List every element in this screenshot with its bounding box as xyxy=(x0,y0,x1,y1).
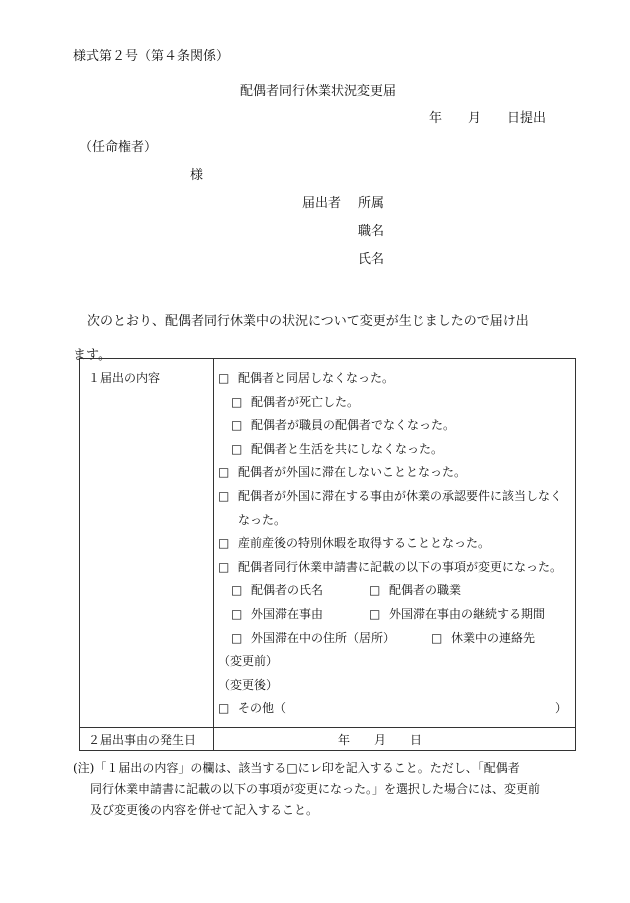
sub-options-row-3 xyxy=(218,627,567,651)
before-change-label: （変更前） xyxy=(218,654,279,669)
name-label: 氏名 xyxy=(358,252,385,267)
option-maternity-leave[interactable]: □ 産前産後の特別休暇を取得することとなった。 xyxy=(218,532,567,556)
option-not-spouse[interactable]: □ 配偶者が職員の配偶者でなくなった。 xyxy=(218,414,567,438)
other-input-area[interactable] xyxy=(286,697,555,721)
other-close: ） xyxy=(554,701,567,716)
option-spouse-name[interactable]: □ 配偶者の氏名 xyxy=(231,579,369,603)
option-abroad-address[interactable]: □ 外国滞在中の住所（居所） xyxy=(231,627,431,651)
checkbox-icon[interactable]: □ xyxy=(431,630,443,645)
checkbox-icon[interactable]: □ xyxy=(231,606,243,621)
note-line-1: (注)「１届出の内容」の欄は、該当する□にレ印を記入すること。ただし、「配偶者 xyxy=(73,761,520,775)
checkbox-icon[interactable]: □ xyxy=(369,583,381,598)
option-reason-invalid[interactable]: □ 配偶者が外国に滞在する事由が休業の承認要件に該当しなくなった。 xyxy=(218,485,567,532)
option-spouse-occupation[interactable]: □ 配偶者の職業 xyxy=(369,579,461,603)
row2-header: ２届出事由の発生日 xyxy=(80,727,214,750)
notifier-label: 届出者 xyxy=(302,196,342,211)
checkbox-icon[interactable]: □ xyxy=(218,465,230,480)
option-spouse-died[interactable]: □ 配偶者が死亡した。 xyxy=(218,391,567,415)
checkbox-icon[interactable]: □ xyxy=(231,418,243,433)
option-abroad-period[interactable]: □ 外国滞在事由の継続する期間 xyxy=(369,603,545,627)
checkbox-icon[interactable]: □ xyxy=(231,441,243,456)
option-contact-info[interactable]: □ 休業中の連絡先 xyxy=(431,627,535,651)
option-not-living-together[interactable]: □ 配偶者と生活を共にしなくなった。 xyxy=(218,438,567,462)
appointer-label: （任命権者） xyxy=(79,140,158,155)
affiliation-label: 所属 xyxy=(358,196,385,211)
other-label: その他（ xyxy=(238,701,287,716)
row1-header: １届出の内容 xyxy=(80,359,214,728)
option-abroad-reason[interactable]: □ 外国滞在事由 xyxy=(231,603,369,627)
form-number: 様式第２号（第４条関係） xyxy=(73,49,230,64)
checkbox-icon[interactable]: □ xyxy=(218,559,230,574)
note-line-3: 及び変更後の内容を併せて記入すること。 xyxy=(90,803,319,817)
submit-date: 年 月 日提出 xyxy=(429,111,547,126)
position-label: 職名 xyxy=(358,224,385,239)
sama-label: 様 xyxy=(190,168,204,183)
checkbox-icon[interactable]: □ xyxy=(218,371,230,385)
after-change-label: （変更後） xyxy=(218,677,279,692)
row1-body xyxy=(214,359,576,728)
sub-options-row-1 xyxy=(218,579,567,603)
option-no-cohabit[interactable]: □ 配偶者と同居しなくなった。 xyxy=(218,367,567,391)
option-other[interactable] xyxy=(218,697,567,721)
checkbox-icon[interactable]: □ xyxy=(218,488,230,503)
option-not-abroad[interactable]: □ 配偶者が外国に滞在しないこととなった。 xyxy=(218,461,567,485)
checkbox-icon[interactable]: □ xyxy=(231,630,243,645)
table-row-content xyxy=(80,359,576,728)
intro-line-2: ます。 xyxy=(73,348,111,363)
footnote xyxy=(73,758,573,821)
sub-options-row-2 xyxy=(218,603,567,627)
table-row-date xyxy=(80,727,576,750)
checkbox-icon[interactable]: □ xyxy=(218,536,230,551)
note-line-2: 同行休業申請書に記載の以下の事項が変更になった。」を選択した場合には、変更前 xyxy=(90,782,541,796)
checkbox-icon[interactable]: □ xyxy=(231,394,243,409)
form-title: 配偶者同行休業状況変更届 xyxy=(240,84,397,99)
checkbox-icon[interactable]: □ xyxy=(218,701,230,716)
occurrence-date-field[interactable]: 年 月 日 xyxy=(214,727,576,750)
intro-line-1: 次のとおり、配偶者同行休業中の状況について変更が生じましたので届け出 xyxy=(87,314,529,329)
notification-table xyxy=(79,358,576,751)
checkbox-icon[interactable]: □ xyxy=(369,606,381,621)
checkbox-icon[interactable]: □ xyxy=(231,583,243,598)
option-items-changed[interactable]: □ 配偶者同行休業申請書に記載の以下の事項が変更になった。 xyxy=(218,556,567,580)
